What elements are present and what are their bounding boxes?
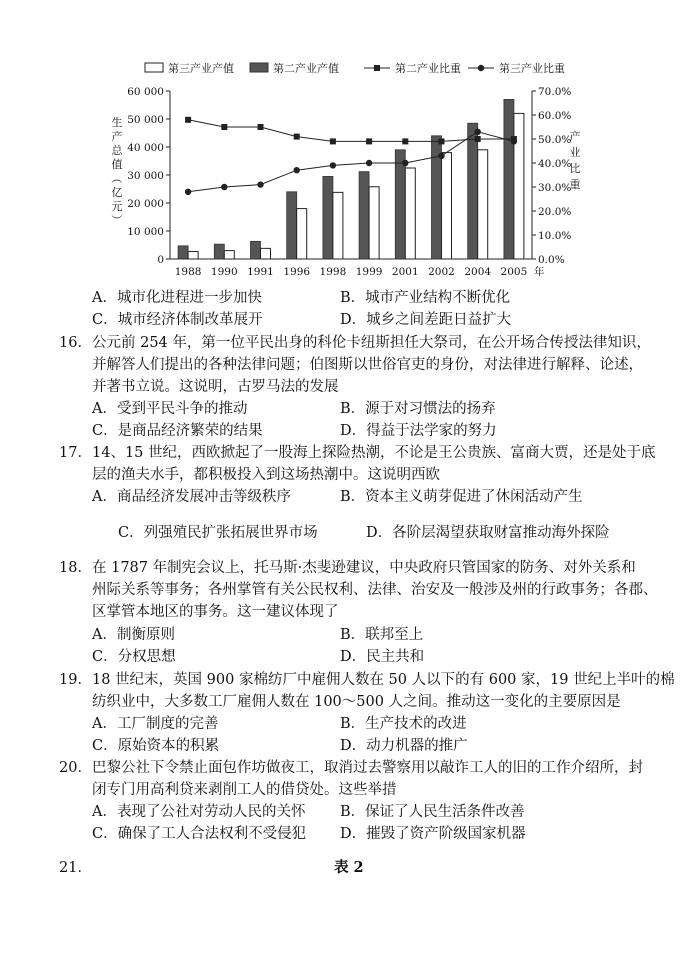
- q17-option-c: C．列强殖民扩张拓展世界市场: [118, 525, 318, 541]
- legend-label-tertiary-share: 第三产业比重: [499, 62, 565, 75]
- y2-axis-label-char: 比: [569, 162, 580, 175]
- y2-tick-label: 60.0%: [538, 110, 572, 122]
- x-tick-label: 2002: [428, 266, 455, 278]
- q17-option-d: D．各阶层渴望获取财富推动海外探险: [366, 525, 610, 541]
- q15-option-a: A．城市化进程进一步加快: [92, 290, 262, 306]
- point-tertiary-share: [330, 162, 336, 168]
- y-tick-label: 40 000: [127, 142, 164, 154]
- x-tick-label: 1991: [247, 266, 274, 278]
- q19-option-d: D．动力机器的推广: [340, 738, 468, 754]
- legend-swatch-tertiary-value: [145, 63, 163, 72]
- bar-tertiary-value: [224, 251, 234, 259]
- point-secondary-share: [366, 138, 372, 144]
- gdp-industry-chart: [100, 56, 580, 286]
- q15-option-c: C．城市经济体制改革展开: [92, 312, 263, 328]
- bar-secondary-value: [323, 176, 333, 259]
- y-tick-label: 10 000: [127, 226, 164, 238]
- line-secondary-share: [188, 120, 514, 142]
- bar-tertiary-value: [514, 113, 524, 259]
- y2-tick-label: 40.0%: [538, 158, 572, 170]
- bar-secondary-value: [214, 244, 224, 259]
- q15-option-d: D．城乡之间差距日益扩大: [340, 312, 512, 328]
- legend-swatch-secondary-value: [250, 63, 268, 72]
- bar-tertiary-value: [297, 209, 307, 259]
- y-axis-label-char: ）: [110, 214, 123, 226]
- point-tertiary-share: [221, 184, 227, 190]
- x-tick-label: 1999: [355, 266, 383, 278]
- point-tertiary-share: [475, 129, 481, 135]
- point-tertiary-share: [257, 181, 263, 187]
- y2-tick-label: 0.0%: [538, 254, 565, 266]
- x-tick-label: 2005: [500, 266, 528, 278]
- q19-option-b: B．生产技术的改进: [340, 716, 467, 732]
- q17-stem-2: 层的渔夫水手，都积极投入到这场热潮中。这说明西欧: [92, 467, 440, 483]
- q16-stem-2: 并解答人们提出的各种法律问题；伯图斯以世俗官吏的身份，对法律进行解释、论述，: [92, 357, 643, 373]
- y2-tick-label: 10.0%: [538, 230, 572, 242]
- bar-tertiary-value: [405, 168, 415, 259]
- y2-axis-label-char: 业: [569, 146, 580, 159]
- legend-label-secondary-share: 第二产业比重: [395, 62, 461, 75]
- point-secondary-share: [475, 136, 481, 142]
- x-tick-label: 1996: [283, 266, 311, 278]
- q16-option-d: D．得益于法学家的努力: [340, 423, 497, 439]
- legend-label-tertiary-value: 第三产业产值: [168, 62, 234, 75]
- q16-number: 16．: [59, 335, 92, 351]
- bar-secondary-value: [468, 123, 478, 259]
- point-secondary-share: [258, 124, 264, 130]
- y2-axis-label-char: 产: [569, 130, 580, 143]
- point-secondary-share: [439, 138, 445, 144]
- q18-option-a: A．制衡原则: [92, 627, 175, 643]
- q16-option-c: C．是商品经济繁荣的结果: [92, 423, 263, 439]
- point-tertiary-share: [294, 167, 300, 173]
- x-tick-label: 2001: [391, 266, 419, 278]
- q16-option-a: A．受到平民斗争的推动: [92, 401, 248, 417]
- y-axis-label-char: 亿: [111, 186, 123, 199]
- y-tick-label: 60 000: [127, 86, 164, 98]
- q20-option-a: A．表现了公社对劳动人民的关怀: [92, 804, 306, 820]
- x-tick-label: 1998: [319, 266, 347, 278]
- y2-axis-label-char: 重: [569, 178, 580, 191]
- table-2-label: 表 2: [334, 859, 364, 876]
- q17-line-1: [54, 443, 656, 463]
- y2-tick-label: 70.0%: [538, 86, 572, 98]
- point-secondary-share: [294, 134, 300, 140]
- q16-stem-1: 公元前 254 年，第一位平民出身的科伦卡纽斯担任大祭司，在公开场合传授法律知识，: [92, 335, 651, 351]
- bar-secondary-value: [178, 246, 188, 259]
- q15-option-b: B．城市产业结构不断优化: [340, 290, 511, 306]
- q20-option-b: B．保证了人民生活条件改善: [340, 804, 525, 820]
- bar-secondary-value: [359, 172, 369, 259]
- q18-option-c: C．分权思想: [92, 649, 176, 665]
- y2-tick-label: 50.0%: [538, 134, 572, 146]
- legend-marker-tertiary-share: [478, 65, 484, 71]
- q16-line-1: [54, 333, 651, 353]
- q19-line-1: [54, 670, 675, 690]
- q19-stem-2: 纺织业中，大多数工厂雇佣人数在 100～500 人之间。推动这一变化的主要原因是: [92, 694, 621, 710]
- q20-stem-2: 闭专门用高利贷来剥削工人的借贷处。这些举措: [92, 782, 397, 798]
- point-secondary-share: [221, 124, 227, 130]
- q19-number: 19．: [59, 672, 92, 688]
- q17-option-a: A．商品经济发展冲击等级秩序: [92, 489, 291, 505]
- point-tertiary-share: [511, 138, 517, 144]
- y-axis-label-char: 元: [111, 200, 123, 213]
- q18-stem-2: 州际关系等事务；各州掌管有关公民权利、法律、治安及一般涉及州的行政事务；各郡、: [92, 582, 658, 598]
- q20-option-d: D．摧毁了资产阶级国家机器: [340, 826, 526, 842]
- x-tick-label: 1988: [174, 266, 202, 278]
- q16-stem-3: 并著书立说。这说明，古罗马法的发展: [92, 379, 339, 395]
- chart-svg: [100, 56, 580, 286]
- y-axis-label-char: 生: [111, 116, 123, 129]
- point-tertiary-share: [366, 160, 372, 166]
- bar-tertiary-value: [188, 251, 198, 259]
- y2-tick-label: 20.0%: [538, 206, 572, 218]
- q20-stem-1: 巴黎公社下令禁止面包作坊做夜工，取消过去警察用以敲诈工人的旧的工作介绍所，封: [92, 760, 643, 776]
- legend-marker-secondary-share: [374, 65, 380, 71]
- y-axis-label-char: 产: [111, 130, 123, 143]
- legend-label-secondary-value: 第二产业产值: [273, 62, 339, 75]
- y-tick-label: 20 000: [127, 198, 164, 210]
- point-secondary-share: [330, 138, 336, 144]
- bar-tertiary-value: [478, 150, 488, 259]
- q16-option-b: B．源于对习惯法的扬弃: [340, 401, 496, 417]
- q18-number: 18．: [59, 560, 92, 576]
- y-tick-label: 0: [157, 254, 164, 266]
- x-tick-label: 1990: [210, 266, 238, 278]
- point-tertiary-share: [438, 153, 444, 159]
- bar-secondary-value: [287, 192, 297, 259]
- line-tertiary-share: [188, 132, 514, 192]
- bar-secondary-value: [504, 99, 514, 259]
- q19-option-a: A．工厂制度的完善: [92, 716, 219, 732]
- q17-number: 17．: [59, 445, 92, 461]
- q18-option-b: B．联邦至上: [340, 627, 424, 643]
- point-secondary-share: [185, 117, 191, 123]
- q21-line: [54, 858, 92, 878]
- x-axis-unit: 年: [534, 266, 545, 278]
- point-secondary-share: [402, 138, 408, 144]
- y-axis-label-char: 值: [111, 158, 123, 171]
- q19-stem-1: 18 世纪末，英国 900 家棉纺厂中雇佣人数在 50 人以下的有 600 家，19 世纪上半叶的棉: [92, 672, 675, 688]
- q18-line-1: [54, 558, 636, 578]
- q17-stem-1: 14、15 世纪，西欧掀起了一股海上探险热潮，不论是王公贵族、富商大贾，还是处于底: [92, 445, 656, 461]
- q20-number: 20．: [59, 760, 92, 776]
- bar-tertiary-value: [333, 192, 343, 259]
- bar-tertiary-value: [442, 153, 452, 259]
- y-tick-label: 50 000: [127, 114, 164, 126]
- point-tertiary-share: [402, 160, 408, 166]
- y-axis-label-char: 总: [111, 144, 123, 157]
- q17-option-b: B．资本主义萌芽促进了休闲活动产生: [340, 489, 583, 505]
- y2-tick-label: 30.0%: [538, 182, 572, 194]
- q18-option-d: D．民主共和: [340, 649, 425, 665]
- q20-option-c: C．确保了工人合法权利不受侵犯: [92, 826, 307, 842]
- bar-tertiary-value: [261, 248, 271, 259]
- point-tertiary-share: [185, 189, 191, 195]
- q18-stem-1: 在 1787 年制宪会议上，托马斯·杰斐逊建议，中央政府只管国家的防务、对外关系和: [92, 560, 636, 576]
- q21-number: 21．: [59, 860, 92, 876]
- q20-line-1: [54, 758, 643, 778]
- bar-secondary-value: [395, 150, 405, 259]
- q19-option-c: C．原始资本的积累: [92, 738, 220, 754]
- x-tick-label: 2004: [464, 266, 492, 278]
- q18-stem-3: 区掌管本地区的事务。这一建议体现了: [92, 604, 339, 620]
- y-axis-label-char: （: [110, 172, 123, 184]
- bar-secondary-value: [251, 241, 261, 259]
- y-tick-label: 30 000: [127, 170, 164, 182]
- bar-tertiary-value: [369, 187, 379, 259]
